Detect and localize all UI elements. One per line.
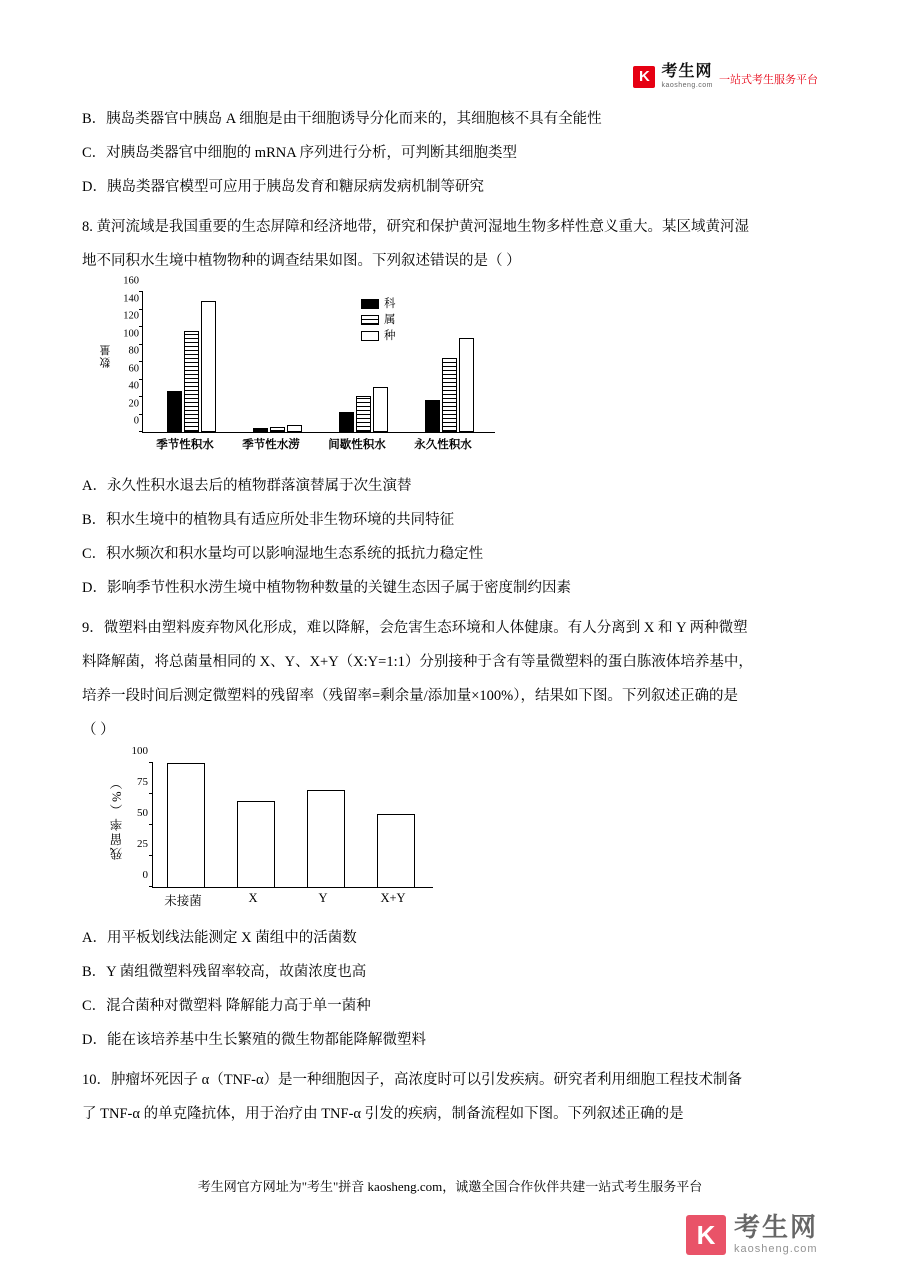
chart1-ytick: 80 bbox=[128, 345, 139, 357]
q9-option-b: B．Y 菌组微塑料残留率较高，故菌浓度也高 bbox=[82, 964, 367, 980]
question-10 bbox=[82, 1063, 822, 1131]
chart1-bar-group bbox=[167, 301, 216, 432]
chart1-legend-item bbox=[361, 312, 396, 328]
chart1-y-axis-label: 数量 bbox=[100, 344, 112, 368]
chart1-legend-label: 科 bbox=[384, 298, 396, 310]
q9-stem-line-1: 9．微塑料由塑料废弃物风化形成，难以降解，会危害生态环境和人体健康。有人分离到 X 和 Y 两种微塑 bbox=[82, 620, 748, 636]
chart1-bar-group bbox=[425, 338, 474, 432]
chart2-ytickmark bbox=[149, 855, 153, 856]
legend-swatch-shu-icon bbox=[361, 315, 379, 325]
chart1-bar-shu bbox=[356, 396, 371, 432]
legend-swatch-ke-icon bbox=[361, 299, 379, 309]
chart1-bar-zhong bbox=[201, 301, 216, 432]
chart1-bar-ke bbox=[425, 400, 440, 432]
site-logo-header bbox=[633, 64, 818, 89]
chart1-ytickmark bbox=[139, 414, 143, 415]
chart1-plot-area bbox=[123, 275, 495, 433]
q9-option-c: C．混合菌种对微塑料 降解能力高于单一菌种 bbox=[82, 998, 371, 1014]
chart1-legend-label: 属 bbox=[384, 314, 396, 326]
footer-logo-mark-icon: K bbox=[686, 1215, 726, 1255]
chart1-bar-shu bbox=[270, 427, 285, 432]
chart1-bar-group bbox=[339, 387, 388, 432]
chart1-bar-zhong bbox=[459, 338, 474, 432]
chart1-ytick: 160 bbox=[123, 275, 139, 287]
q9-stem-line-4: （ ） bbox=[82, 722, 115, 738]
q8-option-d: D．影响季节性积水涝生境中植物物种数量的关键生态因子属于密度制约因素 bbox=[82, 580, 571, 596]
q8-option-c: C．积水频次和积水量均可以影响湿地生态系统的抵抗力稳定性 bbox=[82, 546, 484, 562]
chart1-ytick: 120 bbox=[123, 310, 139, 322]
q8-option-a: A．永久性积水退去后的植物群落演替属于次生演替 bbox=[82, 478, 412, 494]
chart2-bar-y bbox=[307, 790, 345, 887]
document-content bbox=[82, 102, 822, 1131]
chart2-xtick: Y bbox=[318, 891, 328, 905]
q8-option-b: B．积水生境中的植物具有适应所处非生物环境的共同特征 bbox=[82, 512, 455, 528]
legend-swatch-zhong-icon bbox=[361, 331, 379, 341]
chart1-legend-item bbox=[361, 296, 396, 312]
chart1-ytickmark bbox=[139, 431, 143, 432]
chart2-ytick: 100 bbox=[131, 745, 148, 757]
q9-stem-line-3: 培养一段时间后测定微塑料的残留率（残留率=剩余量/添加量×100%），结果如下图。下列叙述正确的是 bbox=[82, 688, 738, 704]
chart1-legend-item bbox=[361, 328, 396, 344]
chart2-xtick: X bbox=[248, 891, 258, 905]
chart2-plot-area bbox=[131, 745, 433, 888]
chart1-bar-zhong bbox=[287, 425, 302, 432]
figure-plant-species-bar-chart bbox=[100, 275, 530, 463]
footer-logo-title: 考生网 bbox=[733, 1212, 818, 1242]
chart1-ytick: 40 bbox=[128, 380, 139, 392]
chart2-ytickmark bbox=[149, 762, 153, 763]
question-9 bbox=[82, 611, 822, 1057]
chart1-ytickmark bbox=[139, 344, 143, 345]
chart2-ytickmark bbox=[149, 886, 153, 887]
chart2-ytick: 25 bbox=[137, 838, 148, 850]
chart1-bar-ke bbox=[167, 391, 182, 432]
q9-option-d: D．能在该培养基中生长繁殖的微生物都能降解微塑料 bbox=[82, 1032, 426, 1048]
q8-stem-line-1: 8. 黄河流域是我国重要的生态屏障和经济地带，研究和保护黄河湿地生物多样性意义重大。某区域黄河湿 bbox=[82, 219, 749, 235]
chart1-legend-label: 种 bbox=[384, 330, 396, 342]
chart1-ytickmark bbox=[139, 326, 143, 327]
chart1-xtick: 永久性积水 bbox=[414, 439, 472, 451]
chart2-xtick: 未接菌 bbox=[164, 894, 202, 908]
chart1-bar-ke bbox=[339, 412, 354, 432]
chart2-xtick: X+Y bbox=[380, 891, 406, 905]
chart2-y-axis-label: 残留率（%） bbox=[110, 775, 124, 860]
q10-stem-line-2: 了 TNF-α 的单克隆抗体，用于治疗由 TNF-α 引发的疾病，制备流程如下图。下列叙述正确的是 bbox=[82, 1106, 684, 1122]
option-line: B．胰岛类器官中胰岛 A 细胞是由干细胞诱导分化而来的，其细胞核不具有全能性 bbox=[82, 111, 602, 127]
chart1-ytick: 60 bbox=[128, 363, 139, 374]
chart2-ytickmark bbox=[149, 824, 153, 825]
option-line: C．对胰岛类器官中细胞的 mRNA 序列进行分析，可判断其细胞类型 bbox=[82, 145, 518, 161]
chart1-bar-ke bbox=[253, 428, 268, 432]
q8-stem-line-2: 地不同积水生境中植物物种的调查结果如图。下列叙述错误的是（ ） bbox=[82, 253, 521, 269]
site-logo-footer bbox=[686, 1214, 818, 1255]
chart2-ytickmark bbox=[149, 793, 153, 794]
chart2-ytick: 0 bbox=[142, 869, 148, 881]
chart2-ytick: 50 bbox=[137, 807, 148, 819]
chart1-ytickmark bbox=[139, 309, 143, 310]
q9-stem-line-2: 料降解菌，将总菌量相同的 X、Y、X+Y（X:Y=1:1）分别接种于含有等量微塑料的蛋白胨液体培养基中， bbox=[82, 654, 753, 670]
option-line: D．胰岛类器官模型可应用于胰岛发育和糖尿病发病机制等研究 bbox=[82, 179, 484, 195]
chart1-ytick: 100 bbox=[123, 328, 139, 339]
logo-title: 考生网 bbox=[661, 63, 713, 80]
chart1-ytickmark bbox=[139, 379, 143, 380]
chart1-bar-zhong bbox=[373, 387, 388, 432]
chart1-legend bbox=[361, 296, 396, 344]
question-8 bbox=[82, 210, 822, 605]
chart1-ytick: 20 bbox=[128, 398, 139, 409]
logo-domain: kaosheng.com bbox=[661, 82, 713, 89]
logo-text bbox=[661, 64, 713, 89]
logo-slogan: 一站式考生服务平台 bbox=[719, 74, 818, 86]
chart2-bar-xy bbox=[377, 814, 415, 887]
chart1-xtick: 间歇性积水 bbox=[328, 439, 386, 451]
figure-microplastic-residual-chart bbox=[100, 745, 500, 917]
q9-option-a: A．用平板划线法能测定 X 菌组中的活菌数 bbox=[82, 930, 357, 946]
chart1-bar-group bbox=[253, 425, 302, 432]
chart1-ytick: 140 bbox=[123, 293, 139, 304]
chart1-bar-shu bbox=[442, 358, 457, 432]
chart1-bar-shu bbox=[184, 331, 199, 432]
q10-stem-line-1: 10．肿瘤坏死因子 α（TNF-α）是一种细胞因子，高浓度时可以引发疾病。研究者利用细胞工程技术制备 bbox=[82, 1072, 743, 1088]
chart1-ytick: 0 bbox=[133, 415, 139, 427]
footer-note: 考生网官方网址为"考生"拼音 kaosheng.com，诚邀全国合作伙伴共建一站式考生服务平台 bbox=[197, 1179, 703, 1194]
chart1-xtick: 季节性水涝 bbox=[242, 439, 300, 451]
chart2-bar-x bbox=[237, 801, 275, 887]
chart2-bar-control bbox=[167, 763, 205, 887]
chart1-xtick: 季节性积水 bbox=[156, 439, 214, 451]
footer-logo-domain: kaosheng.com bbox=[733, 1243, 818, 1255]
chart2-ytick: 75 bbox=[137, 776, 148, 788]
chart1-ytickmark bbox=[139, 291, 143, 292]
chart1-ytickmark bbox=[139, 396, 143, 397]
logo-mark-icon: K bbox=[633, 66, 655, 88]
footer-logo-text bbox=[734, 1214, 818, 1255]
chart1-ytickmark bbox=[139, 361, 143, 362]
